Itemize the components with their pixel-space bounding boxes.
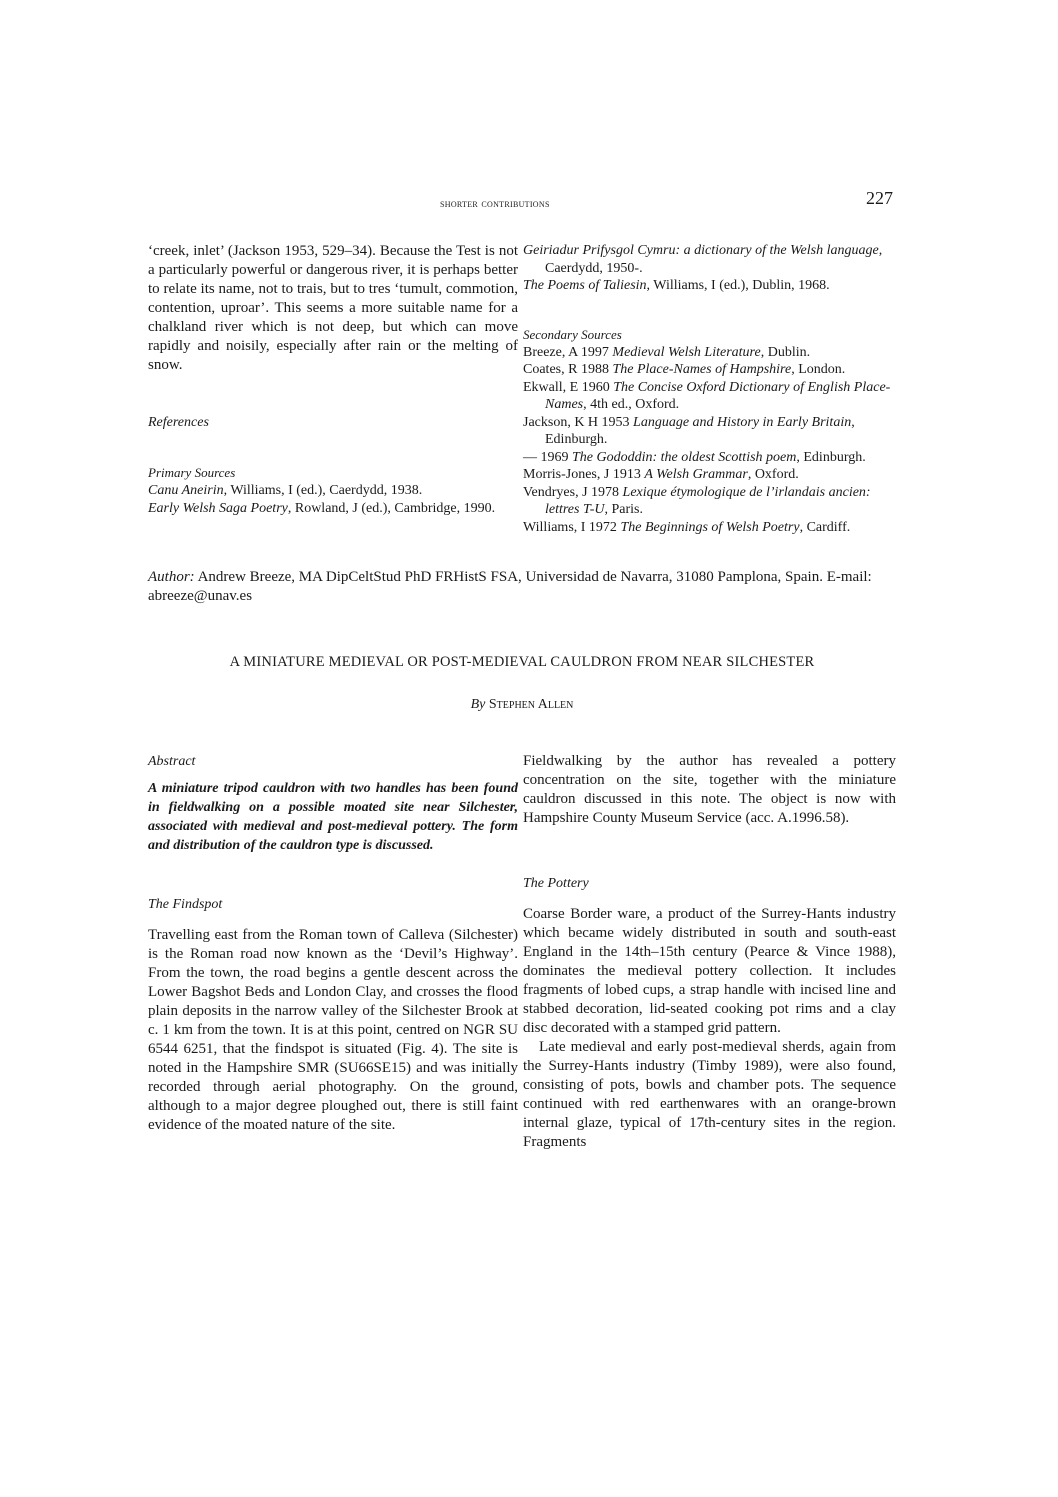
primary-source-list-cont [523, 242, 896, 295]
primary-source-list [148, 482, 518, 517]
pottery-heading: The Pottery [523, 876, 589, 891]
findspot-text: Travelling east from the Roman town of Calleva (Silchester) is the Roman road now known as the ‘Devil’s Highway’. From the town, the road begins a gentle descent across the Lower Bagshot Beds and London Clay, and crosses the flood plain deposits in the narrow valley of the Silchester Brook at c. 1 km from the town. It is at this point, centred on NGR SU 6544 6251, that the findspot is situated (Fig. 4). The site is noted in the Hampshire SMR (SU66SE15) and was initially recorded through aerial photography. On the ground, although to a major degree ploughed out, there is still faint evidence of the moated nature of the site. [148, 927, 518, 1133]
byline-author: Stephen Allen [488, 697, 574, 712]
reference-item: Morris-Jones, J 1913 A Welsh Grammar, Oxford. [523, 467, 799, 482]
findspot-heading: The Findspot [148, 897, 223, 912]
left-column-top [148, 242, 518, 517]
author-details: Andrew Breeze, MA DipCeltStud PhD FRHistS FSA, Universidad de Navarra, 31080 Pamplona, Spain. E-mail: abreeze@unav.es [148, 569, 872, 604]
primary-sources-heading: Primary Sources [148, 465, 236, 480]
secondary-source-list [523, 344, 896, 537]
right-column-bottom [523, 752, 896, 1152]
reference-item: Early Welsh Saga Poetry, Rowland, J (ed.), Cambridge, 1990. [148, 500, 496, 516]
references-heading: References [148, 415, 209, 430]
reference-item: Jackson, K H 1953 Language and History in Early Britain, Edinburgh. [523, 414, 855, 447]
author-note [148, 568, 896, 606]
byline: By Stephen Allen [470, 697, 574, 712]
left-column-bottom [148, 752, 518, 1135]
abstract-heading: Abstract [148, 754, 196, 769]
reference-item: Geiriadur Prifysgol Cymru: a dictionary of the Welsh language, Caerdydd, 1950-. [523, 243, 883, 276]
right-column-top [523, 242, 896, 536]
reference-item: Ekwall, E 1960 The Concise Oxford Dictionary of English Place-Names, 4th ed., Oxford. [523, 379, 891, 412]
fieldwalking-paragraph: Fieldwalking by the author has revealed a pottery concentration on the site, together with the miniature cauldron discussed in this note. The object is now with Hampshire County Museum Service (acc. A.1996.58). [523, 753, 896, 826]
reference-item: — 1969 The Gododdin: the oldest Scottish poem, Edinburgh. [523, 449, 866, 465]
page-number: 227 [866, 188, 893, 208]
article-title: A MINIATURE MEDIEVAL OR POST-MEDIEVAL CAULDRON FROM NEAR SILCHESTER [229, 654, 815, 670]
reference-item: Williams, I 1972 The Beginnings of Welsh Poetry, Cardiff. [523, 519, 851, 535]
secondary-sources-heading: Secondary Sources [523, 326, 622, 342]
closing-paragraph: ‘creek, inlet’ (Jackson 1953, 529–34). Because the Test is not a particularly powerful or dangerous river, it is perhaps better to relate its name, not to trais, but to tres ‘tumult, commotion, contention, uproar’. This seems a more suitable name for a chalkland river which is not deep, but which can move rapidly and noisily, especially after rain or the melting of snow. [148, 243, 518, 373]
reference-item: Breeze, A 1997 Medieval Welsh Literature, Dublin. [523, 344, 811, 360]
pottery-paragraph-2: Late medieval and early post-medieval sherds, again from the Surrey-Hants industry (Timby 1989), were also found, consisting of pots, bowls and chamber pots. The sequence continued with red earthenwares with an orange-brown internal glaze, typical of 17th-century sites in the region. Fragments [523, 1039, 896, 1150]
author-label: Author: [148, 569, 195, 585]
reference-item: Canu Aneirin, Williams, I (ed.), Caerdydd, 1938. [148, 483, 423, 498]
reference-item: The Poems of Taliesin, Williams, I (ed.), Dublin, 1968. [523, 278, 830, 293]
abstract-text: A miniature tripod cauldron with two handles has been found in fieldwalking on a possible moated site near Silchester, associated with medieval and post-medieval pottery. The form and distribution of the cauldron type is discussed. [148, 781, 518, 853]
reference-item: Coates, R 1988 The Place-Names of Hampshire, London. [523, 362, 846, 377]
running-head: shorter contributions [440, 196, 550, 210]
reference-item: Vendryes, J 1978 Lexique étymologique de l’irlandais ancien: lettres T-U, Paris. [523, 484, 871, 517]
pottery-paragraph-1: Coarse Border ware, a product of the Surrey-Hants industry which became widely distributed in south and south-east England in the 14th–15th century (Pearce & Vince 1988), dominates the medieval pottery collection. It includes fragments of lobed cups, a strap handle with incised line and stabbed decoration, lid-seated cooking pot rims and a clay disc decorated with a stamped grid pattern. [523, 906, 896, 1036]
